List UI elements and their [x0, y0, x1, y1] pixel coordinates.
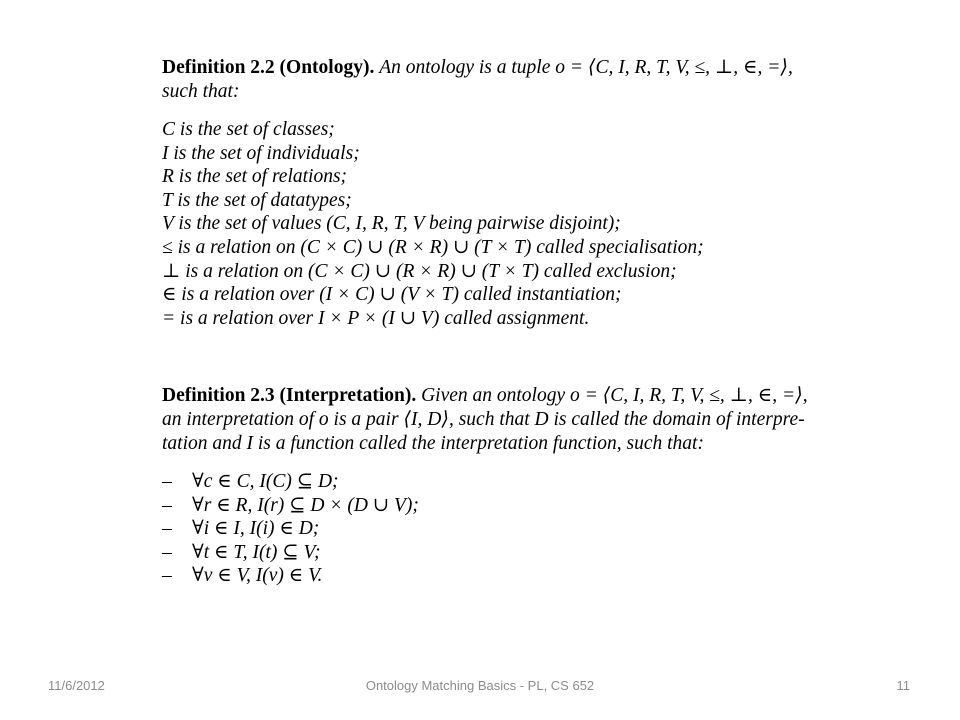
footer-page-number: 11 — [896, 678, 910, 693]
definition-interpretation-intro: Given an ontology o = ⟨C, I, R, T, V, ≤, ⊥, ∈, =⟩, — [421, 385, 808, 406]
ontology-components-list — [162, 118, 842, 330]
ontology-component-datatypes: T is the set of datatypes; — [162, 189, 352, 211]
bullet-dash: – — [162, 471, 172, 492]
list-item — [162, 564, 842, 588]
list-item — [162, 494, 842, 518]
definition-interpretation-label: Definition 2.3 (Interpretation). — [162, 385, 417, 406]
ontology-component-individuals: I is the set of individuals; — [162, 142, 360, 164]
interpretation-conditions-list — [162, 470, 842, 588]
bullet-dash: – — [162, 565, 172, 587]
bullet-dash: – — [162, 541, 172, 563]
ontology-component-specialisation: ≤ is a relation on (C × C) ∪ (R × R) ∪ (T × T) called specialisation; — [162, 236, 704, 258]
list-item — [162, 470, 842, 494]
definition-interpretation-intro-line2: an interpretation of o is a pair ⟨I, D⟩, such that D is called the domain of interpre- — [162, 409, 805, 430]
ontology-component-exclusion: ⊥ is a relation on (C × C) ∪ (R × R) ∪ (T × T) called exclusion; — [162, 260, 677, 282]
condition-values: ∀v ∈ V, I(v) ∈ V. — [192, 565, 323, 587]
list-item — [162, 517, 842, 541]
condition-datatypes: ∀t ∈ T, I(t) ⊆ V; — [192, 541, 321, 563]
definition-ontology-intro-continued: such that: — [162, 81, 240, 102]
footer-date: 11/6/2012 — [48, 678, 105, 693]
definition-interpretation-heading-line — [162, 384, 842, 408]
ontology-component-instantiation: ∈ is a relation over (I × C) ∪ (V × T) called instantiation; — [162, 284, 622, 306]
definition-interpretation-block — [162, 384, 842, 588]
condition-individuals: ∀i ∈ I, I(i) ∈ D; — [192, 518, 320, 540]
bullet-dash: – — [162, 494, 172, 516]
footer-title: Ontology Matching Basics - PL, CS 652 — [365, 678, 595, 693]
list-item — [162, 541, 842, 565]
definition-ontology-heading-line — [162, 56, 842, 80]
ontology-component-relations: R is the set of relations; — [162, 166, 348, 188]
ontology-component-values: V is the set of values (C, I, R, T, V being pairwise disjoint); — [162, 213, 621, 235]
condition-relations: ∀r ∈ R, I(r) ⊆ D × (D ∪ V); — [192, 494, 419, 516]
bullet-dash: – — [162, 518, 172, 540]
ontology-component-assignment: = is a relation over I × P × (I ∪ V) called assignment. — [162, 307, 590, 329]
ontology-component-classes: C is the set of classes; — [162, 119, 335, 140]
definition-interpretation-intro-line3: tation and I is a function called the interpretation function, such that: — [162, 433, 704, 454]
definition-ontology-block — [162, 56, 842, 330]
slide-footer — [0, 678, 960, 698]
definition-ontology-intro: An ontology is a tuple o = ⟨C, I, R, T, V, ≤, ⊥, ∈, =⟩, — [379, 57, 793, 78]
condition-classes: ∀c ∈ C, I(C) ⊆ D; — [192, 471, 339, 492]
definition-ontology-label: Definition 2.2 (Ontology). — [162, 57, 375, 78]
